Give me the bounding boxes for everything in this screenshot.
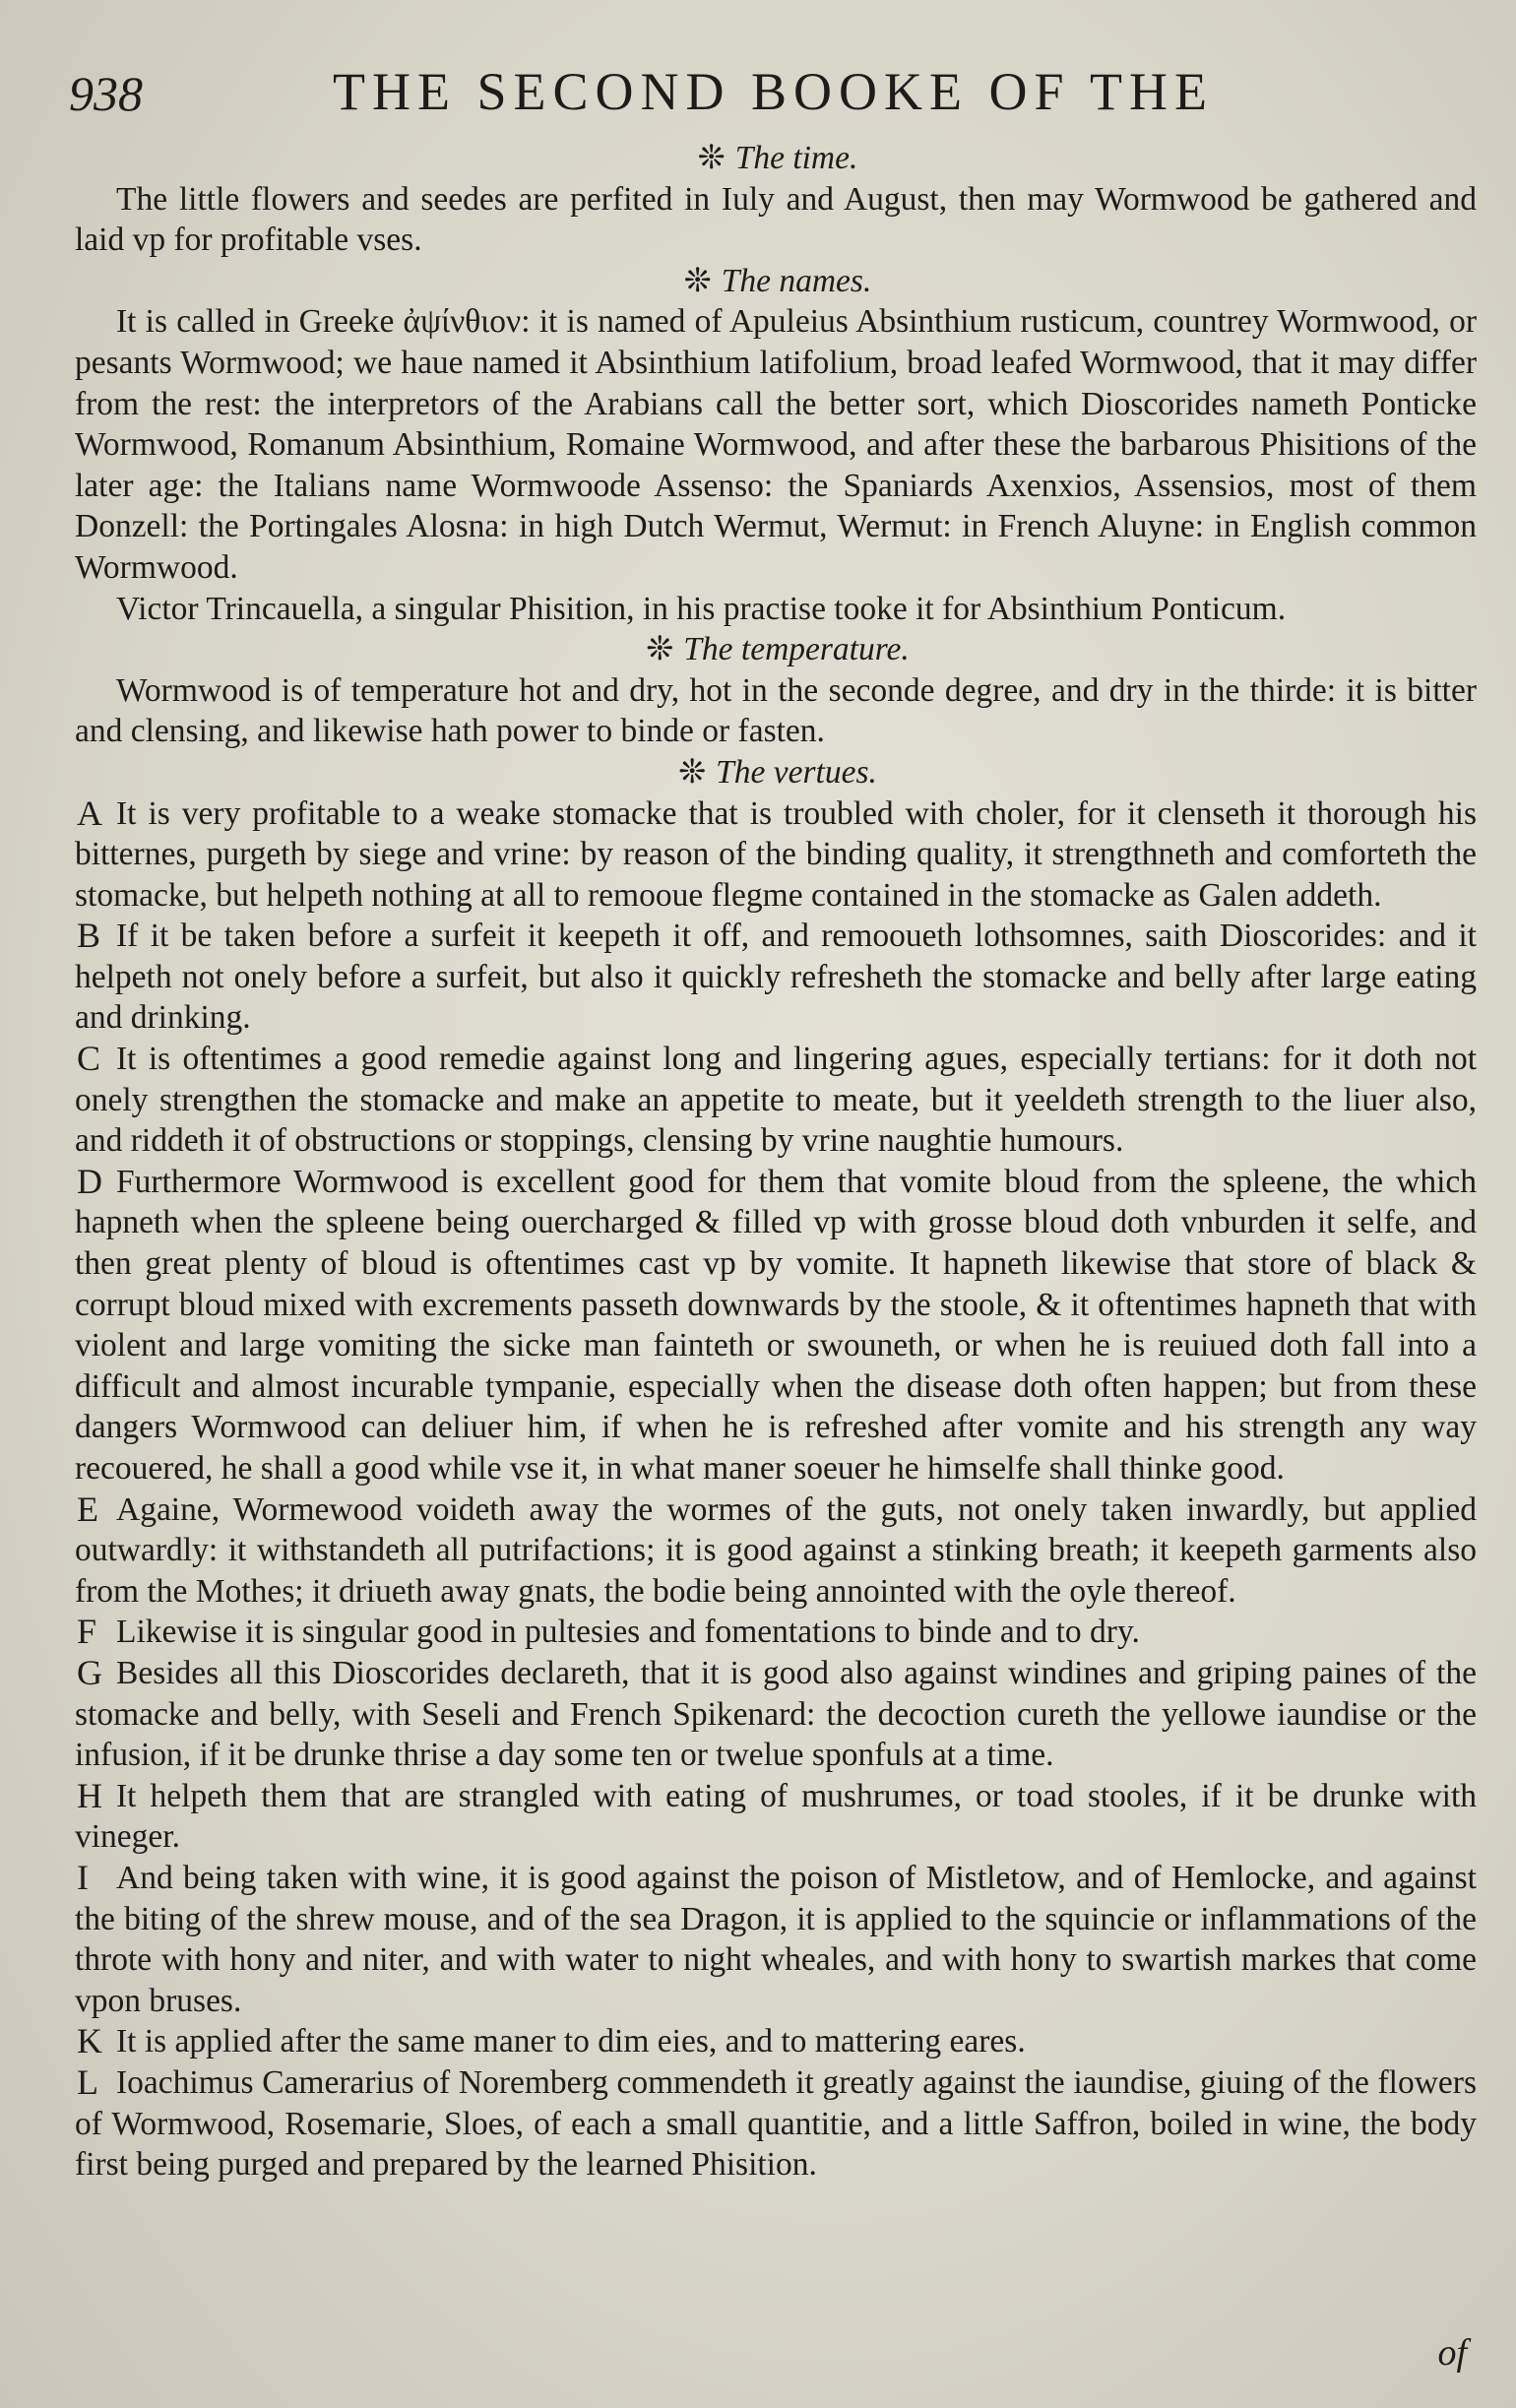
paragraph-temperature: Wormwood is of temperature hot and dry, hot in the seconde degree, and dry in the thirde: it is bitter and clensing, and likewise hath power to binde or fasten.	[75, 671, 1477, 750]
paragraph-time: The little flowers and seedes are perfited in Iuly and August, then may Wormwood be gathered and laid vp for profitable vses.	[75, 180, 1477, 259]
vertue-text: Againe, Wormewood voideth away the wormes of the guts, not onely taken inwardly, but applied outwardly: it withstandeth all putrifactions; it is good against a stinking breath; it keepeth garments also from the Mothes; it driueth away gnats, the bodie being annointed with the oyle thereof.	[75, 1490, 1477, 1610]
vertue-item	[0, 2021, 1516, 2062]
paragraph-names-trincauella: Victor Trincauella, a singular Phisition, in his practise tooke it for Absinthium Ponticum.	[116, 590, 1287, 627]
vertue-text: It is oftentimes a good remedie against long and lingering agues, especially tertians: for it doth not onely strengthen the stomacke and make an appetite to meate, but it yeeldeth strength to the liuer also, and riddeth it of obstructions or stoppings, clensing by vrine naughtie humours.	[75, 1041, 1477, 1160]
catchword: of	[1437, 2332, 1467, 2374]
margin-letter: B	[77, 916, 101, 956]
vertue-item	[0, 1039, 1516, 1162]
vertue-item	[0, 1776, 1516, 1858]
margin-letter: D	[77, 1161, 102, 1201]
margin-letter: C	[77, 1039, 101, 1079]
margin-letter: I	[77, 1857, 89, 1897]
vertue-text: Besides all this Dioscorides declareth, that it is good also against windines and griping paines of the stomacke and belly, with Seseli and French Spikenard: the decoction cureth the yellowe iaundise or the infusion, if it be drunke thrise a day some ten or twelue sponfuls at a time.	[75, 1654, 1477, 1774]
margin-letter: G	[77, 1652, 102, 1692]
asterism-icon: ❊	[683, 262, 712, 299]
page-body	[0, 138, 1516, 2186]
asterism-icon: ❊	[646, 631, 674, 668]
margin-letter: F	[77, 1612, 97, 1652]
vertue-item	[0, 916, 1516, 1039]
vertue-item	[0, 1858, 1516, 2021]
vertue-text: Furthermore Wormwood is excellent good for them that vomite bloud from the spleene, the which hapneth when the spleene being ouercharged & filled vp with grosse bloud doth vnburden it selfe, and then great plenty of bloud is oftentimes cast vp by vomite. It hapneth likewise that store of black & corrupt bloud mixed with excrements passeth downwards by the stoole, & it oftentimes hapneth that with violent and large vomiting the sicke man fainteth or swouneth, or when he is reuiued doth fall into a difficult and almost incurable tympanie, especially when the disease doth often happen; but from these dangers Wormwood can deliuer him, if when he is refreshed after vomite and his strength any way recouered, he shall a good while vse it, in what maner soeuer he himselfe shall thinke good.	[75, 1163, 1477, 1487]
vertue-text: If it be taken before a surfeit it keepeth it off, and remooueth lothsomnes, saith Dioscorides: and it helpeth not onely before a surfeit, but also it quickly refresheth the stomacke and belly after large eating and drinking.	[75, 918, 1477, 1037]
running-title: THE SECOND BOOKE OF THE	[333, 62, 1215, 121]
margin-letter: A	[77, 792, 102, 833]
section-heading-names: ❊ The names.	[683, 262, 872, 299]
vertue-text: Likewise it is singular good in pultesies and fomentations to binde and to dry.	[116, 1614, 1140, 1651]
margin-letter: E	[77, 1489, 98, 1529]
page-number: 938	[69, 66, 143, 121]
vertue-item	[0, 1489, 1516, 1613]
margin-letter: H	[77, 1775, 102, 1815]
vertue-item	[0, 1162, 1516, 1489]
vertue-text: It is applied after the same maner to dim eies, and to mattering eares.	[116, 2023, 1026, 2060]
vertue-text: It is very profitable to a weake stomacke that is troubled with choler, for it clenseth it thorough his bitternes, purgeth by siege and vrine: by reason of the binding quality, it strengthneth and comforteth the stomacke, but helpeth nothing at all to remooue flegme contained in the stomacke as Galen addeth.	[75, 794, 1477, 914]
vertue-item	[0, 1653, 1516, 1776]
vertue-text: Ioachimus Camerarius of Noremberg commendeth it greatly against the iaundise, giuing of the flowers of Wormwood, Rosemarie, Sloes, of each a small quantitie, and a little Saffron, boiled in wine, the body first being purged and prepared by the learned Phisition.	[75, 2063, 1477, 2184]
paragraph-names: It is called in Greeke ἀψίνθιον: it is named of Apuleius Absinthium rusticum, countrey Wormwood, or pesants Wormwood; we haue named it Absinthium latifolium, broad leafed Wormwood, that it may differ from the rest: the interpretors of the Arabians call the better sort, which Dioscorides nameth Ponticke Wormwood, Romanum Absinthium, Romaine Wormwood, and after these the barbarous Phisitions of the later age: the Italians name Wormwoode Assenso: the Spaniards Axenxios, Assensios, most of them Donzell: the Portingales Alosna: in high Dutch Wermut, Wermut: in French Aluyne: in English common Wormwood.	[75, 303, 1477, 586]
vertue-item	[0, 1612, 1516, 1653]
asterism-icon: ❊	[697, 140, 726, 176]
vertue-text: And being taken with wine, it is good against the poison of Mistletow, and of Hemlocke, and against the biting of the shrew mouse, and of the sea Dragon, it is applied to the squincie or inflammations of the throte with hony and niter, and with water to night wheales, and with hony to swartish markes that come vpon bruses.	[75, 1859, 1477, 2019]
vertue-item	[0, 793, 1516, 917]
margin-letter: K	[77, 2021, 102, 2061]
page-header	[69, 61, 1477, 130]
margin-letter: L	[77, 2061, 98, 2102]
asterism-icon: ❊	[678, 753, 707, 791]
section-heading-temperature: ❊ The temperature.	[646, 631, 910, 668]
vertue-item	[0, 2062, 1516, 2186]
section-heading-vertues: ❊ The vertues.	[678, 753, 877, 791]
vertue-text: It helpeth them that are strangled with eating of mushrumes, or toad stooles, if it be drunke with vineger.	[75, 1777, 1477, 1856]
section-heading-time: ❊ The time.	[697, 140, 858, 176]
